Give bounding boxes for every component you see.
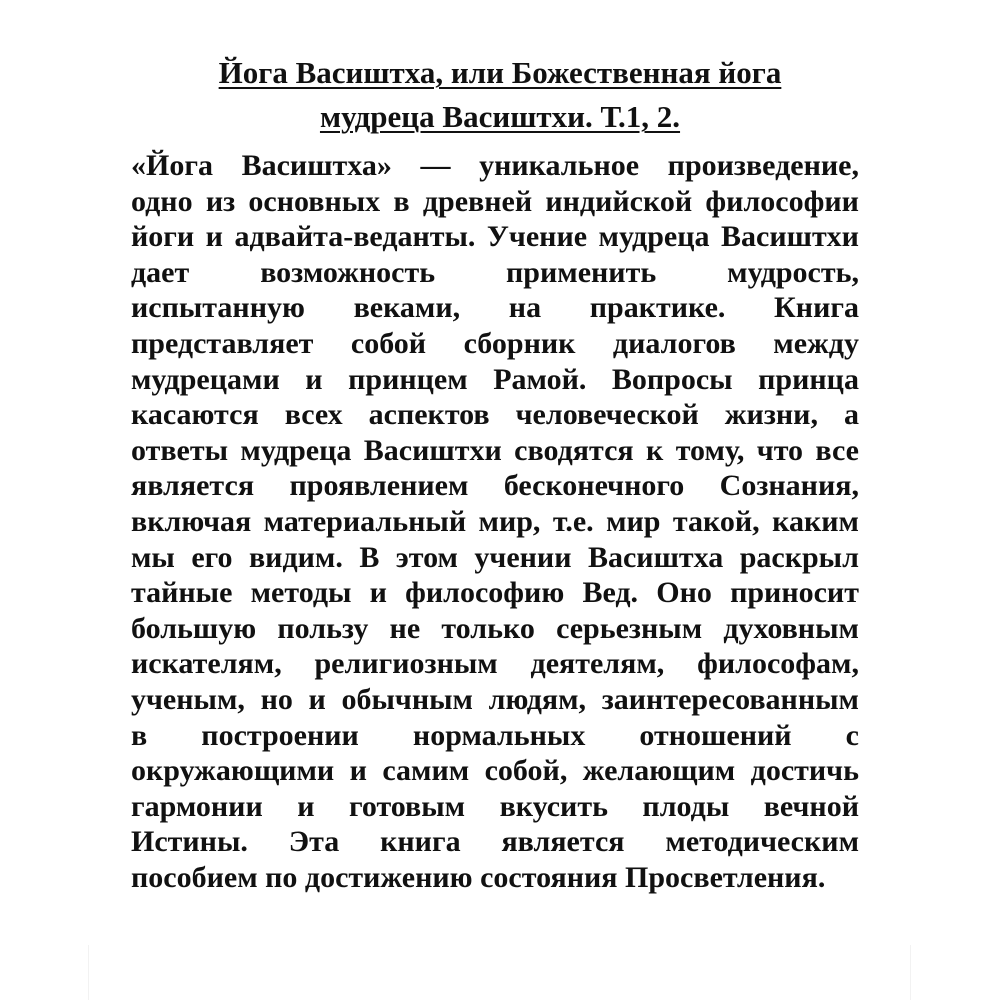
paragraph-line: тайные методы и философию Вед. Оно приносит bbox=[131, 576, 859, 610]
paragraph-line: мудрецами и принцем Рамой. Вопросы принца bbox=[131, 362, 859, 396]
page-edge-divider bbox=[910, 945, 911, 1000]
paragraph-line: в построении нормальных отношений с bbox=[131, 718, 859, 752]
page-edge-divider bbox=[88, 945, 89, 1000]
paragraph-line: касаются всех аспектов человеческой жизни, а bbox=[131, 398, 859, 432]
paragraph-line: Истины. Эта книга является методическим bbox=[131, 825, 859, 859]
paragraph-line: йоги и адвайта-веданты. Учение мудреца Васиштхи bbox=[131, 220, 859, 254]
paragraph-line: одно из основных в древней индийской философии bbox=[131, 184, 859, 218]
title-line-1: Йога Васиштха, или Божественная йога bbox=[218, 55, 782, 90]
paragraph-line: дает возможность применить мудрость, bbox=[131, 255, 859, 289]
paragraph-line: включая материальный мир, т.е. мир такой, каким bbox=[131, 504, 859, 538]
title-line-2: мудреца Васиштхи. Т.1, 2. bbox=[319, 99, 681, 134]
paragraph-line: ответы мудреца Васиштхи сводятся к тому, что все bbox=[131, 433, 859, 467]
description-paragraph bbox=[131, 148, 859, 895]
paragraph-line: испытанную веками, на практике. Книга bbox=[131, 291, 859, 325]
paragraph-line: представляет собой сборник диалогов между bbox=[131, 326, 859, 360]
paragraph-line: является проявлением бесконечного Сознания, bbox=[131, 469, 859, 503]
paragraph-line: «Йога Васиштха» — уникальное произведение, bbox=[131, 149, 859, 182]
paragraph-line: искателям, религиозным деятелям, философам, bbox=[131, 647, 859, 681]
paragraph-line: большую пользу не только серьезным духовным bbox=[131, 611, 859, 645]
paragraph-line: пособием по достижению состояния Просветления. bbox=[131, 860, 826, 894]
paragraph-line: мы его видим. В этом учении Васиштха раскрыл bbox=[131, 540, 859, 574]
paragraph-line: окружающими и самим собой, желающим достичь bbox=[131, 754, 859, 788]
paragraph-line: гармонии и готовым вкусить плоды вечной bbox=[131, 789, 859, 823]
paragraph-line: ученым, но и обычным людям, заинтересованным bbox=[131, 682, 859, 716]
